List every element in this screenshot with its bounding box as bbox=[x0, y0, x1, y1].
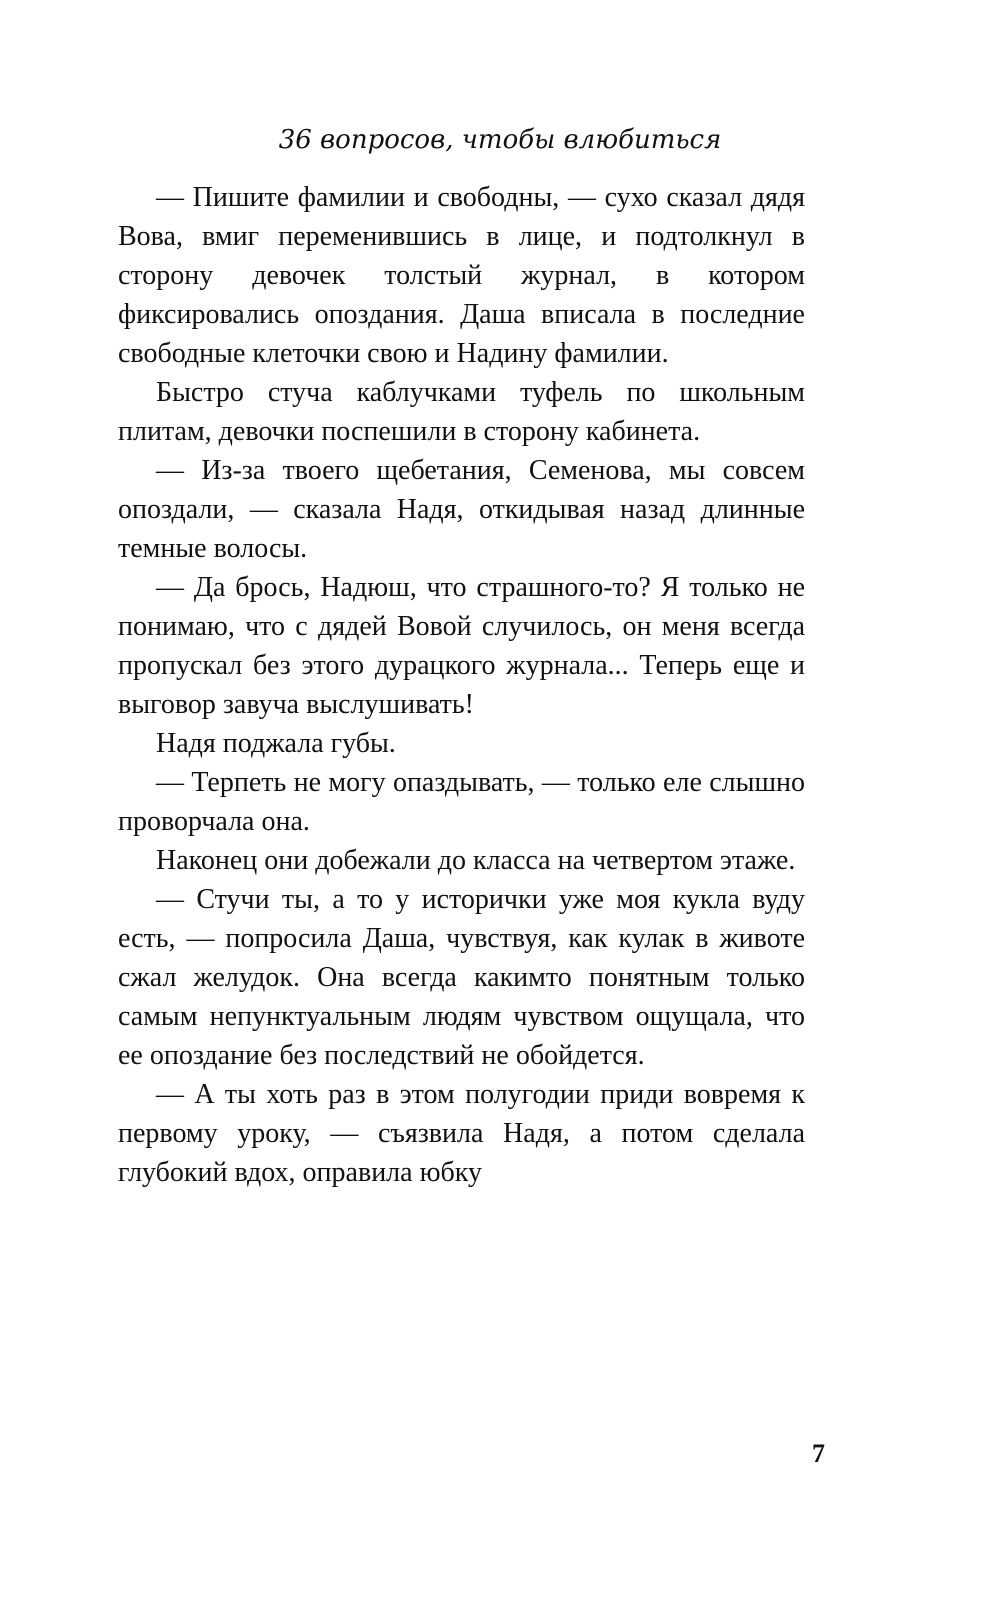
paragraph: Быстро стуча каблучками туфель по школьным плитам, девочки поспешили в сторону кабинета. bbox=[118, 377, 805, 447]
paragraph: Наконец они добежали до класса на четвертом этаже. bbox=[156, 845, 796, 876]
paragraph: — А ты хоть раз в этом полугодии приди вовремя к первому уроку, — съязвила Надя, а потом сделала глубокий вдох, оправила юбку bbox=[118, 1079, 805, 1188]
paragraph: Надя поджала губы. bbox=[156, 728, 396, 759]
paragraph: — Из-за твоего щебетания, Семенова, мы совсем опоздали, — сказала Надя, откидывая назад длинные темные волосы. bbox=[118, 455, 805, 564]
body-text bbox=[118, 178, 805, 1192]
running-title: 36 вопросов, чтобы влюбиться bbox=[278, 125, 722, 155]
paragraph: — Да брось, Надюш, что страшного-то? Я только не понимаю, что с дядей Вовой случилось, он меня всегда пропускал без этого дурацкого журнала... Теперь еще и выговор завуча выслушивать! bbox=[118, 572, 805, 720]
paragraph: — Терпеть не могу опаздывать, — только еле слышно проворчала она. bbox=[118, 767, 805, 837]
paragraph: — Стучи ты, а то у исторички уже моя кукла вуду есть, — попросила Даша, чувствуя, как кулак в животе сжал желудок. Она всегда какимто понятным только самым непунктуальным людям чувством ощущала, что ее опоздание без последствий не обойдется. bbox=[118, 884, 805, 1071]
paragraph: — Пишите фамилии и свободны, — сухо сказал дядя Вова, вмиг переменившись в лице, и подтолкнул в сторону девочек толстый журнал, в котором фиксировались опоздания. Даша вписала в последние свободные клеточки свою и Надину фамилии. bbox=[118, 182, 805, 369]
page-number: 7 bbox=[812, 1439, 825, 1468]
